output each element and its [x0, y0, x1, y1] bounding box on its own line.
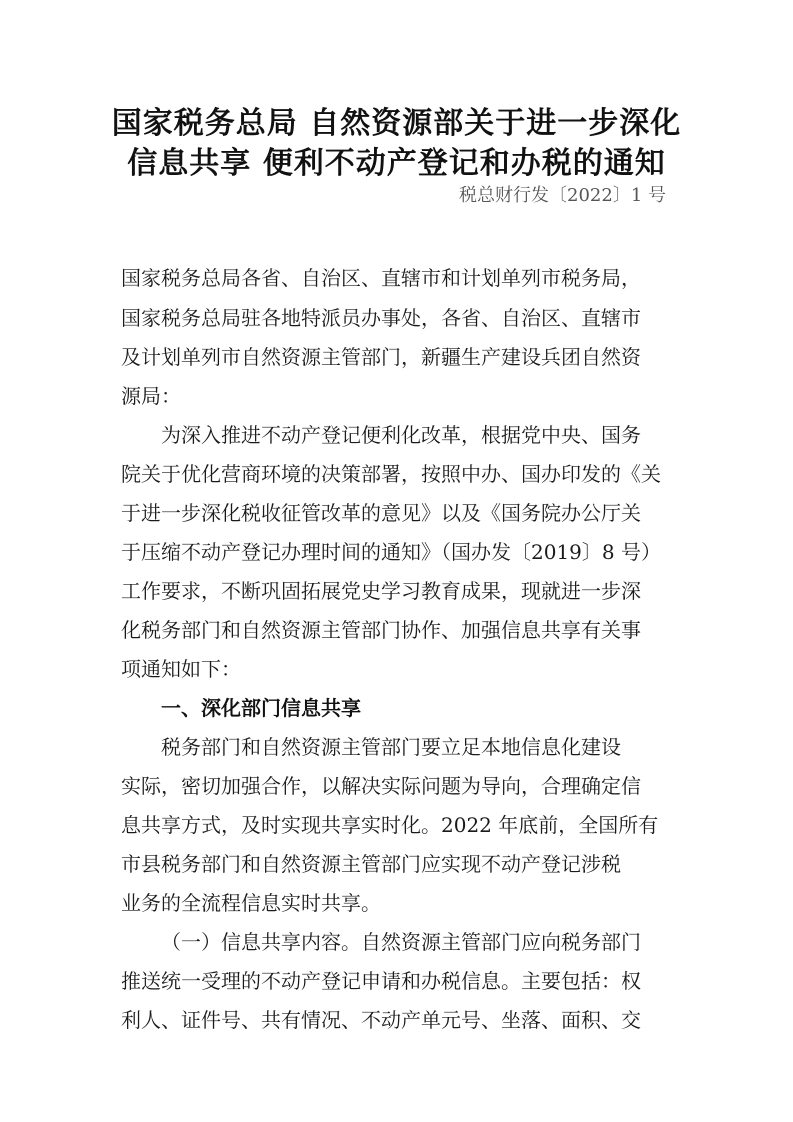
document-title-line-1: 国家税务总局 自然资源部关于进一步深化: [111, 106, 682, 141]
paragraph-line: 为深入推进不动产登记便利化改革，根据党中央、国务: [161, 423, 641, 447]
paragraph-line: 实际，密切加强合作，以解决实际问题为导向，合理确定信: [121, 774, 641, 798]
document-number: 税总财行发〔2022〕1 号: [459, 185, 666, 206]
paragraph-line: 推送统一受理的不动产登记申请和办税信息。主要包括：权: [121, 969, 641, 993]
paragraph-line: 化税务部门和自然资源主管部门协作、加强信息共享有关事: [121, 618, 641, 642]
addressee-line: 及计划单列市自然资源主管部门，新疆生产建设兵团自然资: [121, 345, 641, 369]
paragraph-line: 利人、证件号、共有情况、不动产单元号、坐落、面积、交: [121, 1008, 641, 1032]
paragraph-line: 息共享方式，及时实现共享实时化。2022 年底前，全国所有: [121, 813, 659, 837]
paragraph-line: 税务部门和自然资源主管部门要立足本地信息化建设: [161, 735, 621, 759]
addressee-line: 源局：: [121, 384, 181, 408]
paragraph-line: 工作要求，不断巩固拓展党史学习教育成果，现就进一步深: [121, 579, 641, 603]
addressee-line: 国家税务总局各省、自治区、直辖市和计划单列市税务局，: [121, 266, 641, 290]
paragraph-line: 院关于优化营商环境的决策部署，按照中办、国办印发的《关: [121, 462, 661, 486]
paragraph-line: 于进一步深化税收征管改革的意见》以及《国务院办公厅关: [121, 501, 641, 525]
paragraph-line: （一）信息共享内容。自然资源主管部门应向税务部门: [161, 930, 641, 954]
section-heading: 一、深化部门信息共享: [161, 696, 361, 720]
paragraph-line: 项通知如下：: [121, 657, 241, 681]
paragraph-line: 市县税务部门和自然资源主管部门应实现不动产登记涉税: [121, 852, 621, 876]
addressee-line: 国家税务总局驻各地特派员办事处，各省、自治区、直辖市: [121, 306, 641, 330]
paragraph-line: 于压缩不动产登记办理时间的通知》（国办发〔2019〕8 号）: [121, 540, 661, 564]
paragraph-line: 业务的全流程信息实时共享。: [121, 891, 381, 915]
document-title-line-2: 信息共享 便利不动产登记和办税的通知: [127, 146, 666, 181]
